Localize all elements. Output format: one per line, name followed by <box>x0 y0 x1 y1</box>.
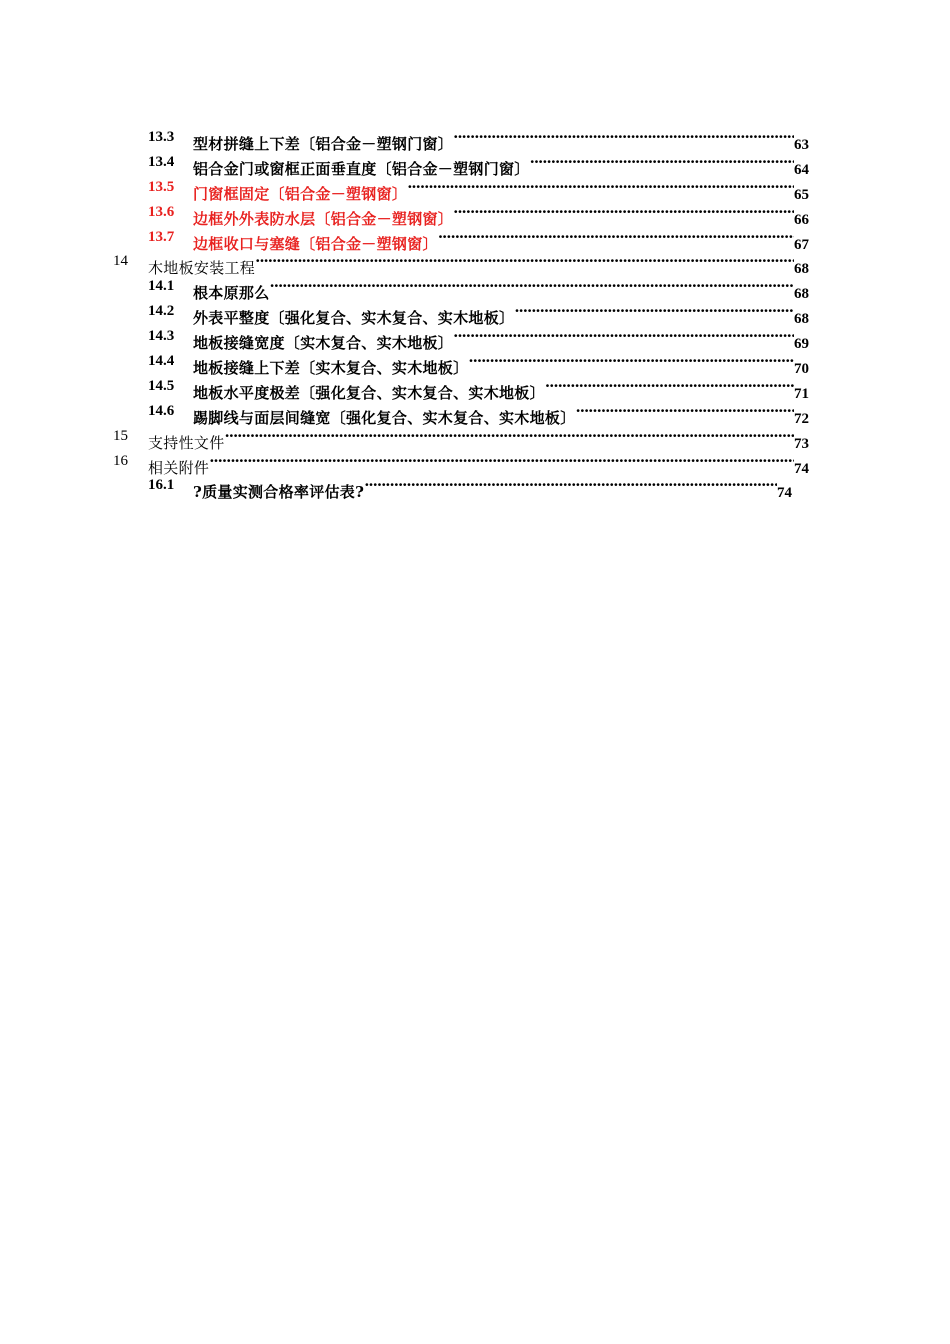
dot-leader <box>453 125 794 149</box>
toc-entry-title: 木地板安装工程 <box>148 259 256 278</box>
dot-leader <box>225 424 794 448</box>
toc-entry-13-6[interactable] <box>0 200 950 228</box>
toc-entry-title: 边框收口与塞缝〔铝合金－塑钢窗〕 <box>193 234 438 253</box>
dot-leader <box>576 399 794 423</box>
toc-entry-14-2[interactable] <box>0 299 950 328</box>
toc-entry-16[interactable] <box>0 449 950 477</box>
toc-entry-14-1[interactable] <box>0 274 950 303</box>
dot-leader <box>438 225 794 249</box>
toc-entry-number: 14.6 <box>148 402 175 419</box>
toc-entry-number: 14.1 <box>148 278 175 295</box>
toc-entry-number: 13.3 <box>148 129 175 145</box>
toc-entry-page: 65 <box>794 186 809 203</box>
dot-leader <box>545 374 794 398</box>
toc-entry-title: 型材拼缝上下差〔铝合金－塑钢门窗〕 <box>193 135 454 153</box>
toc-entry-title: ?质量实测合格率评估表? <box>193 483 365 502</box>
toc-entry-page: 69 <box>794 336 809 353</box>
toc-entry-13-3[interactable] <box>0 125 950 153</box>
toc-entry-title: 地板水平度极差〔强化复合、实木复合、实木地板〕 <box>193 383 545 402</box>
toc-entry-15[interactable] <box>0 424 950 452</box>
toc-entry-number: 16 <box>113 452 128 469</box>
dot-leader <box>255 249 794 273</box>
toc-entry-14[interactable] <box>0 249 950 278</box>
toc-entry-page: 73 <box>794 435 809 452</box>
toc-entry-13-5[interactable] <box>0 175 950 203</box>
dot-leader <box>364 473 777 497</box>
toc-entry-page: 63 <box>794 137 809 153</box>
toc-entry-number: 13.7 <box>148 228 175 245</box>
toc-entry-number: 13.4 <box>148 153 175 170</box>
toc-entry-page: 70 <box>794 361 809 378</box>
toc-entry-13-7[interactable] <box>0 225 950 253</box>
toc-entry-page: 66 <box>794 211 809 228</box>
dot-leader <box>514 299 794 323</box>
dot-leader <box>209 449 794 473</box>
toc-entry-page: 74 <box>794 460 809 477</box>
toc-entry-number: 13.6 <box>148 203 175 220</box>
toc-entry-16-1[interactable] <box>0 473 950 502</box>
toc-entry-page: 74 <box>777 485 792 502</box>
toc-entry-title: 铝合金门或窗框正面垂直度〔铝合金－塑钢门窗〕 <box>193 159 530 178</box>
dot-leader <box>530 150 794 174</box>
toc-entry-number: 14.3 <box>148 328 175 345</box>
toc-entry-page: 68 <box>794 261 809 278</box>
dot-leader <box>468 349 794 373</box>
toc-entry-page: 72 <box>794 410 809 427</box>
toc-entry-page: 71 <box>794 385 809 402</box>
toc-entry-14-3[interactable] <box>0 324 950 353</box>
toc-entry-number: 14 <box>113 253 128 270</box>
table-of-contents <box>0 125 950 502</box>
toc-entry-number: 15 <box>113 427 128 444</box>
dot-leader <box>407 175 794 199</box>
toc-entry-title: 地板接缝宽度〔实木复合、实木地板〕 <box>193 334 454 353</box>
toc-entry-number: 16.1 <box>148 477 175 494</box>
toc-entry-number: 14.5 <box>148 377 175 394</box>
toc-entry-14-5[interactable] <box>0 374 950 402</box>
toc-entry-title: 相关附件 <box>148 458 210 477</box>
toc-entry-number: 14.2 <box>148 303 175 320</box>
toc-entry-title: 踢脚线与面层间缝宽〔强化复合、实木复合、实木地板〕 <box>193 408 576 427</box>
toc-entry-title: 门窗框固定〔铝合金－塑钢窗〕 <box>193 184 408 203</box>
toc-entry-13-4[interactable] <box>0 150 950 178</box>
dot-leader <box>453 324 794 348</box>
toc-entry-page: 64 <box>794 161 809 178</box>
toc-entry-title: 支持性文件 <box>148 433 225 452</box>
dot-leader <box>453 200 794 224</box>
toc-entry-title: 根本原那么 <box>193 284 270 303</box>
dot-leader <box>270 274 794 298</box>
toc-entry-page: 67 <box>794 236 809 253</box>
toc-entry-page: 68 <box>794 286 809 303</box>
toc-entry-page: 68 <box>794 311 809 328</box>
toc-entry-number: 14.4 <box>148 353 175 370</box>
toc-entry-14-4[interactable] <box>0 349 950 378</box>
toc-entry-14-6[interactable] <box>0 399 950 427</box>
toc-entry-title: 边框外外表防水层〔铝合金－塑钢窗〕 <box>193 209 454 228</box>
toc-entry-number: 13.5 <box>148 178 175 195</box>
toc-entry-title: 地板接缝上下差〔实木复合、实木地板〕 <box>193 359 469 378</box>
toc-entry-title: 外表平整度〔强化复合、实木复合、实木地板〕 <box>193 309 515 328</box>
